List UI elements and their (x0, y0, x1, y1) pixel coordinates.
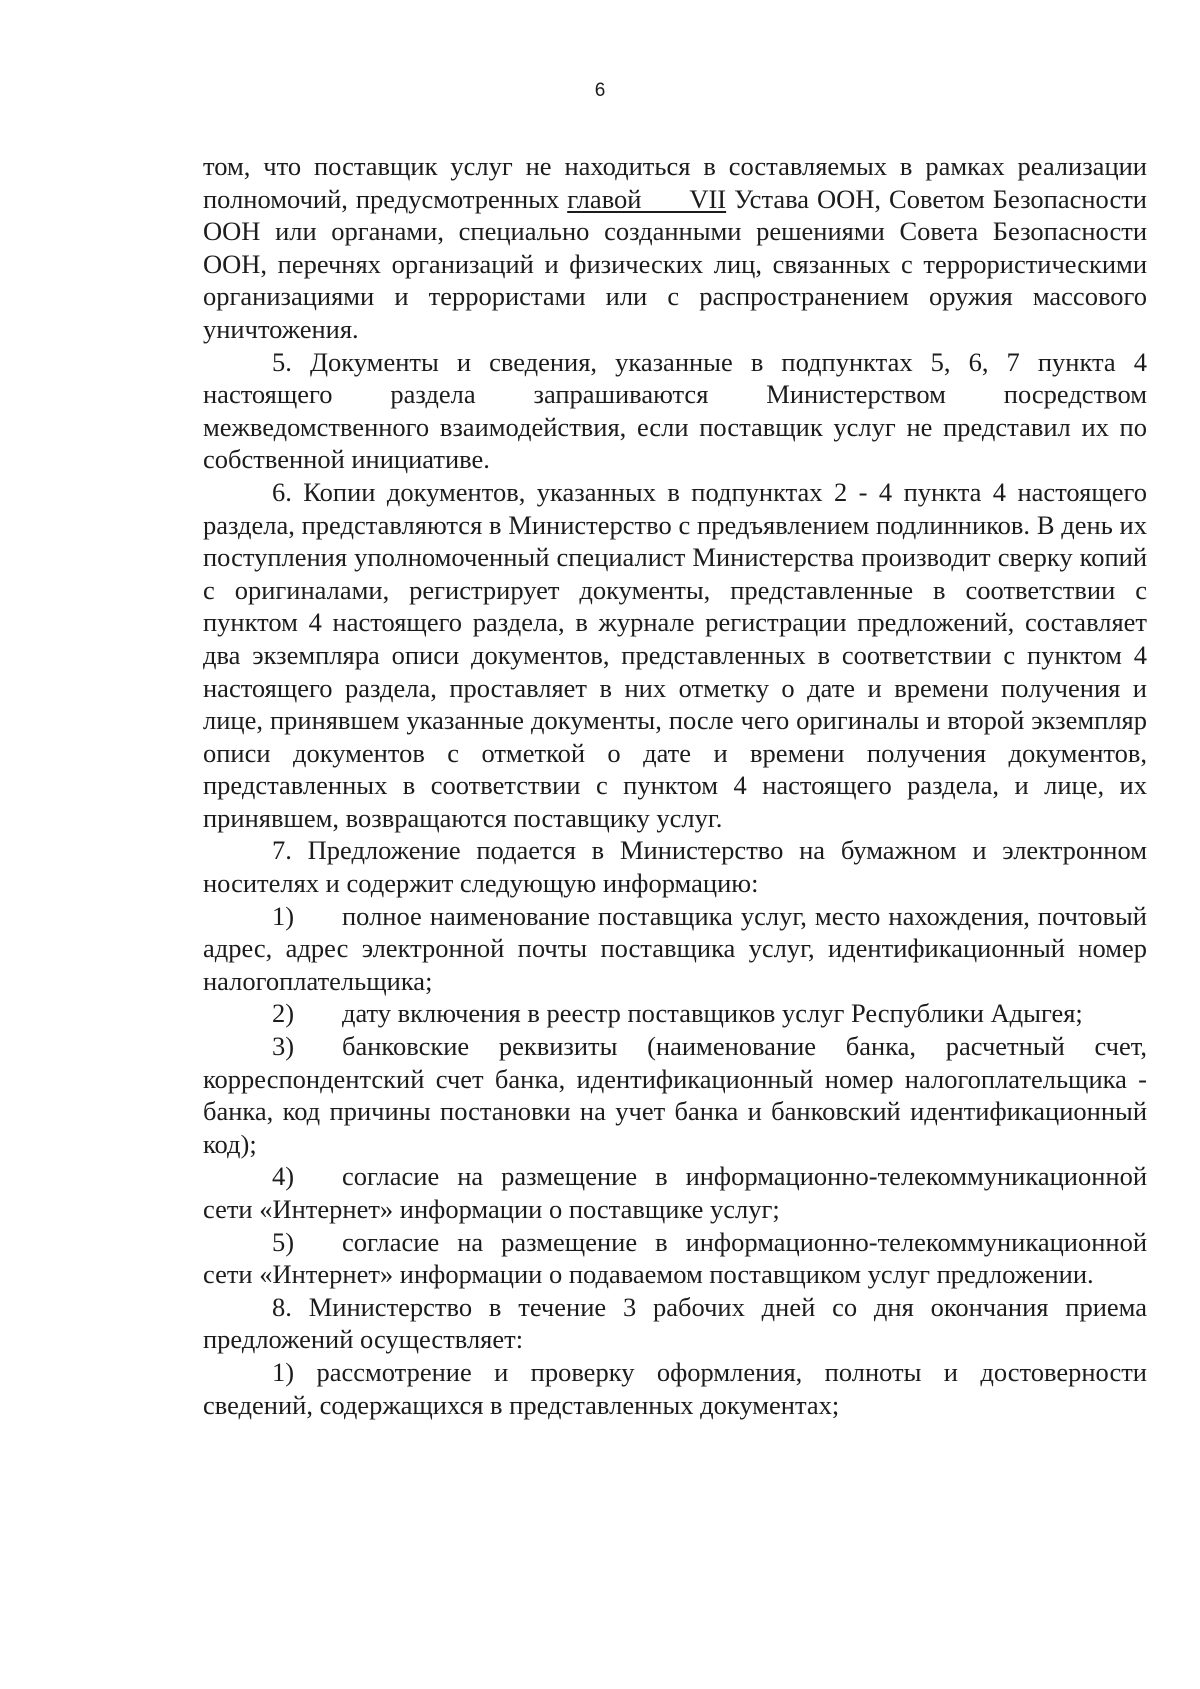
list-item-number: 3) (272, 1031, 295, 1062)
paragraph-text: Устава ООН, Советом Безопасности ООН или органами, специально созданными решениями Совета Безопасности ООН, перечнях организаций и физических лиц, связанных с террористическими организациями и террористами или с распространением оружия массового уничтожения. (203, 183, 1147, 344)
list-item (203, 1030, 1147, 1160)
paragraph-8: 8. Министерство в течение 3 рабочих дней со дня окончания приема предложений осуществляет: (203, 1291, 1147, 1355)
page-number: 6 (594, 80, 606, 101)
list-item-number: 2) (272, 998, 295, 1029)
paragraph-8-item-1: 1) рассмотрение и проверку оформления, полноты и достоверности сведений, содержащихся в представленных документах; (203, 1356, 1147, 1420)
paragraph-6: 6. Копии документов, указанных в подпунктах 2 - 4 пункта 4 настоящего раздела, представляются в Министерство с предъявлением подлинников. В день их поступления уполномоченный специалист Министерства производит сверку копий с оригиналами, регистрирует документы, представленные в соответствии с пунктом 4 настоящего раздела, в журнале регистрации предложений, составляет два экземпляра описи документов, представленных в соответствии с пунктом 4 настоящего раздела, проставляет в них отметку о дате и времени получения и лице, принявшем указанные документы, после чего оригиналы и второй экземпляр описи документов с отметкой о дате и времени получения документов, представленных в соответствии с пунктом 4 настоящего раздела, и лице, их принявшем, возвращаются поставщику услуг. (203, 476, 1147, 833)
paragraph-continuation (203, 150, 1147, 346)
list-item-number: 4) (272, 1161, 295, 1192)
chapter-reference-link: главой VII (567, 183, 727, 214)
paragraph-5: 5. Документы и сведения, указанные в подпунктах 5, 6, 7 пункта 4 настоящего раздела запрашиваются Министерством посредством межведомственного взаимодействия, если поставщик услуг не представил их по собственной инициативе. (203, 346, 1147, 475)
list-item-number: 5) (272, 1226, 295, 1257)
list-item-text: банковские реквизиты (наименование банка, расчетный счет, корреспондентский счет банка, идентификационный номер налогоплательщика - банка, код причины постановки на учет банка и банковский идентификационный код); (203, 1031, 1147, 1159)
list-item-text: согласие на размещение в информационно-телекоммуникационной сети «Интернет» информации о поставщике услуг; (203, 1161, 1147, 1224)
document-body (203, 150, 1147, 1421)
list-item-number: 1) (272, 900, 295, 931)
list-item-text: полное наименование поставщика услуг, место нахождения, почтовый адрес, адрес электронной почты поставщика услуг, идентификационный номер налогоплательщика; (203, 900, 1147, 996)
list-item (203, 900, 1147, 998)
list-item (203, 997, 1147, 1030)
list-item (203, 1160, 1147, 1225)
list-item-text: дату включения в реестр поставщиков услуг Республики Адыгея; (342, 998, 1083, 1029)
list-item-text: согласие на размещение в информационно-телекоммуникационной сети «Интернет» информации о подаваемом поставщиком услуг предложении. (203, 1226, 1147, 1290)
list-item (203, 1226, 1147, 1291)
paragraph-text: том, что поставщик услуг не находиться в составляемых в рамках реализации полномочий, предусмотренных (203, 151, 1147, 214)
paragraph-7: 7. Предложение подается в Министерство на бумажном и электронном носителях и содержит следующую информацию: (203, 835, 1147, 899)
